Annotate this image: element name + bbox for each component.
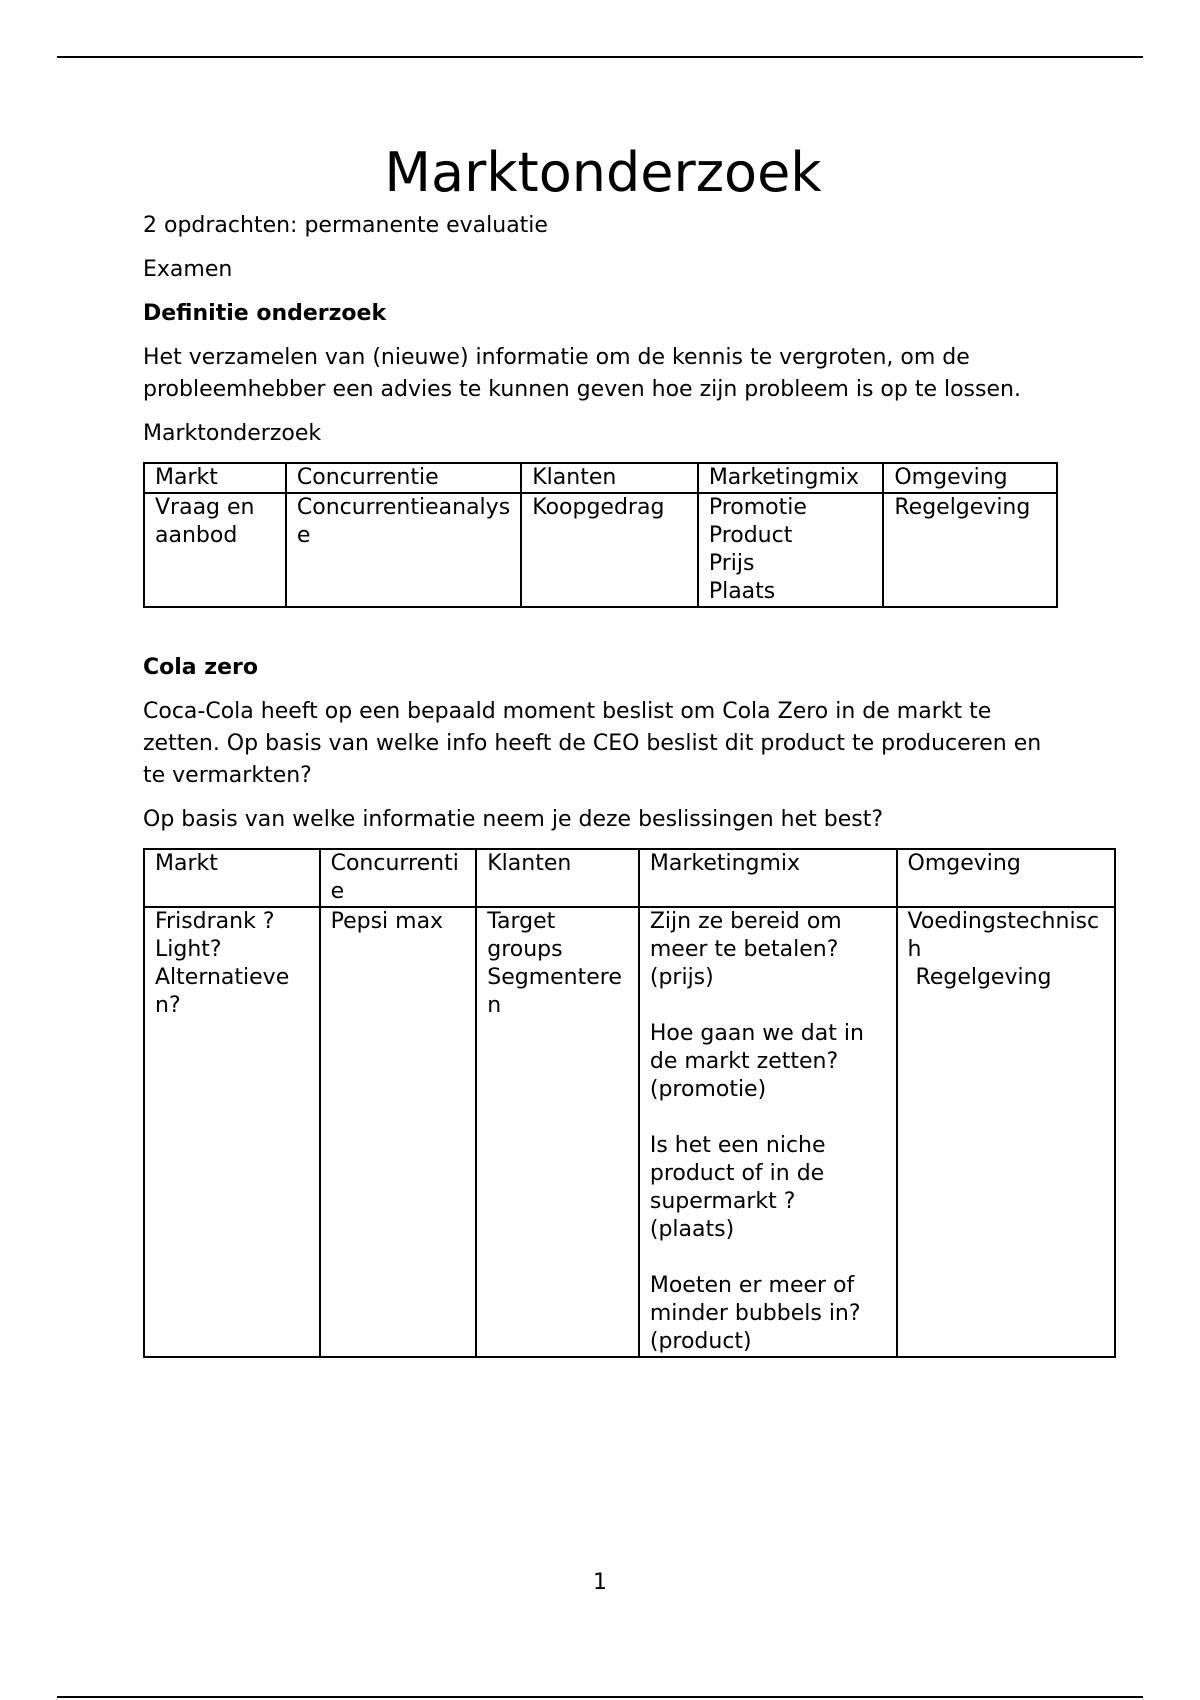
table-header-cell: Omgeving [897, 849, 1115, 907]
table-header-cell: Marketingmix [639, 849, 897, 907]
table-row [144, 493, 1057, 607]
table-header-cell: Klanten [476, 849, 639, 907]
paragraph-gap [650, 992, 886, 1020]
intro-line: Examen [143, 257, 233, 282]
table-header-cell: Concurrentie [320, 849, 477, 907]
cell-text: Koopgedrag [532, 495, 665, 520]
cell-text: Plaats [708, 579, 776, 604]
table-cell [144, 493, 286, 607]
cell-text: Light? [155, 937, 222, 962]
table-cell [897, 907, 1115, 1357]
table1-label: Marktonderzoek [143, 421, 322, 446]
table-cell [320, 907, 477, 1357]
table-cell [286, 493, 521, 607]
table-header-cell: Concurrentie [286, 463, 521, 493]
marktonderzoek-table [143, 462, 1058, 608]
cell-text: Regelgeving [894, 495, 1031, 520]
cell-text: Zijn ze bereid om meer te betalen? (prijs) [649, 909, 842, 990]
cell-text: Regelgeving [915, 965, 1052, 990]
cell-text: Alternatieven? [155, 965, 290, 1018]
cola-zero-table [143, 848, 1116, 1358]
cell-text: Hoe gaan we dat in de markt zetten? (promotie) [649, 1021, 864, 1102]
table-header-cell: Klanten [521, 463, 698, 493]
cell-text: Target groups [487, 909, 563, 962]
cell-text: Segmenteren [487, 965, 622, 1018]
table-cell [698, 493, 884, 607]
cell-text: Concurrentieanalyse [296, 495, 511, 548]
cell-text: Promotie [708, 495, 807, 520]
table-header-cell: Marketingmix [698, 463, 884, 493]
cell-text: Voedingstechnisch [907, 909, 1100, 962]
table-cell [476, 907, 639, 1357]
document-body [143, 136, 1143, 1358]
table-header-cell: Markt [144, 463, 286, 493]
footer-rule [57, 1696, 1143, 1698]
table-cell [883, 493, 1057, 607]
table-cell [144, 907, 320, 1357]
definition-paragraph: Het verzamelen van (nieuwe) informatie om de kennis te vergroten, om de probleemhebber een advies te kunnen geven hoe zijn probleem is op te lossen. [143, 345, 1021, 402]
paragraph-gap [650, 1104, 886, 1132]
table-cell [521, 493, 698, 607]
cell-text: Pepsi max [330, 909, 444, 934]
table-cell [639, 907, 897, 1357]
page-number: 1 [593, 1570, 607, 1595]
table-header-cell: Markt [144, 849, 320, 907]
cell-text: Frisdrank ? [155, 909, 275, 934]
cell-text: Vraag en aanbod [155, 495, 255, 548]
table-header-row [144, 463, 1057, 493]
table-header-cell: Omgeving [883, 463, 1057, 493]
header-rule [57, 56, 1143, 58]
section-heading-cola-zero: Cola zero [143, 655, 258, 680]
table-row [144, 907, 1115, 1357]
page-title: Marktonderzoek [384, 141, 822, 204]
question-paragraph: Op basis van welke informatie neem je deze beslissingen het best? [143, 807, 884, 832]
cola-zero-paragraph: Coca-Cola heeft op een bepaald moment beslist om Cola Zero in de markt te zetten. Op basis van welke info heeft de CEO beslist dit product te produceren en te vermarkten? [143, 699, 1042, 788]
paragraph-gap [650, 1244, 886, 1272]
cell-text: Product [708, 523, 793, 548]
cell-text: Prijs [708, 551, 755, 576]
cell-text: Moeten er meer of minder bubbels in? (product) [649, 1273, 861, 1354]
cell-text: Is het een niche product of in de supermarkt ? (plaats) [649, 1133, 826, 1242]
table-header-row [144, 849, 1115, 907]
intro-line: 2 opdrachten: permanente evaluatie [143, 213, 548, 238]
section-heading-definitie: Definitie onderzoek [143, 301, 387, 326]
